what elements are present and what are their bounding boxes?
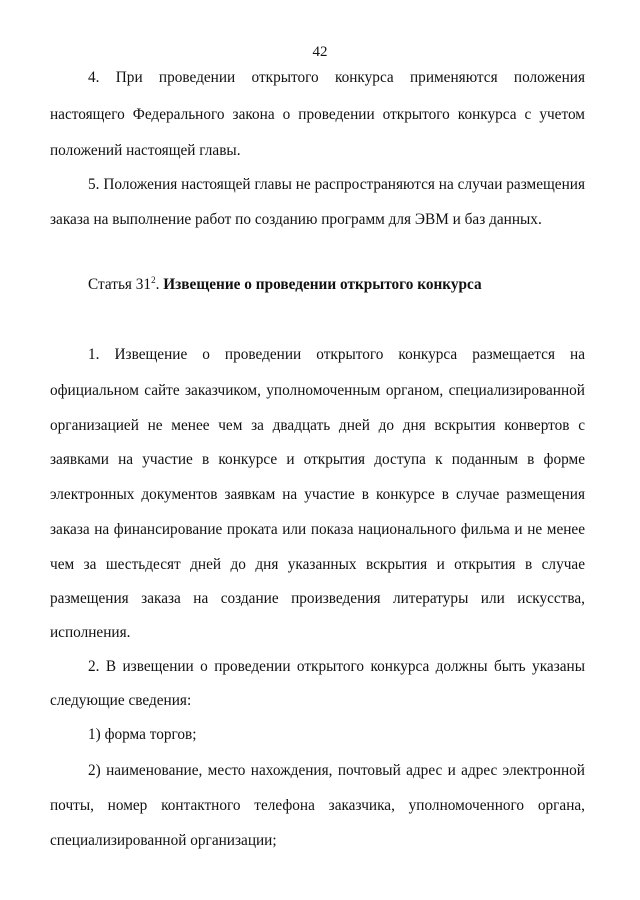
paragraph-5-line-2: заказа на выполнение работ по созданию программ для ЭВМ и баз данных. <box>50 211 542 228</box>
article-paragraph-1-line-7: чем за шестьдесят дней до дня указанных вскрытия и открытия в случае <box>50 556 585 573</box>
paragraph-5-line-1: 5. Положения настоящей главы не распространяются на случаи размещения <box>88 176 585 193</box>
article-paragraph-1-line-2: официальном сайте заказчиком, уполномоченным органом, специализированной <box>50 382 585 399</box>
page-number: 42 <box>312 44 328 60</box>
article-paragraph-1-line-4: заявками на участие в конкурсе и открытия доступа к поданным в форме <box>50 451 585 468</box>
paragraph-4-line-1: 4. При проведении открытого конкурса применяются положения <box>88 69 585 86</box>
paragraph-4-line-3: положений настоящей главы. <box>50 142 241 159</box>
article-paragraph-1-line-1: 1. Извещение о проведении открытого конкурса размещается на <box>88 346 585 363</box>
article-paragraph-1-line-8: размещения заказа на создание произведения литературы или искусства, <box>50 590 585 607</box>
list-item-2-line-2: почты, номер контактного телефона заказчика, уполномоченного органа, <box>50 797 585 814</box>
article-superscript: 2 <box>151 275 156 285</box>
list-item-2-line-1: 2) наименование, место нахождения, почтовый адрес и адрес электронной <box>88 762 585 779</box>
article-paragraph-2-line-1: 2. В извещении о проведении открытого конкурса должны быть указаны <box>88 658 585 675</box>
list-item-1: 1) форма торгов; <box>88 726 197 743</box>
article-paragraph-2-line-2: следующие сведения: <box>50 692 192 709</box>
article-prefix: Статья 31 <box>88 276 152 293</box>
article-heading <box>88 275 482 294</box>
list-item-2-line-3: специализированной организации; <box>50 832 277 849</box>
article-title: Извещение о проведении открытого конкурса <box>163 276 482 293</box>
article-dot: . <box>155 276 164 293</box>
article-paragraph-1-line-3: организацией не менее чем за двадцать дней до дня вскрытия конвертов с <box>50 417 585 434</box>
paragraph-4-line-2: настоящего Федерального закона о проведении открытого конкурса с учетом <box>50 106 585 123</box>
article-paragraph-1-line-6: заказа на финансирование проката или показа национального фильма и не менее <box>50 521 585 538</box>
article-paragraph-1-line-9: исполнения. <box>50 624 131 641</box>
article-paragraph-1-line-5: электронных документов заявкам на участие в конкурсе в случае размещения <box>50 486 585 503</box>
